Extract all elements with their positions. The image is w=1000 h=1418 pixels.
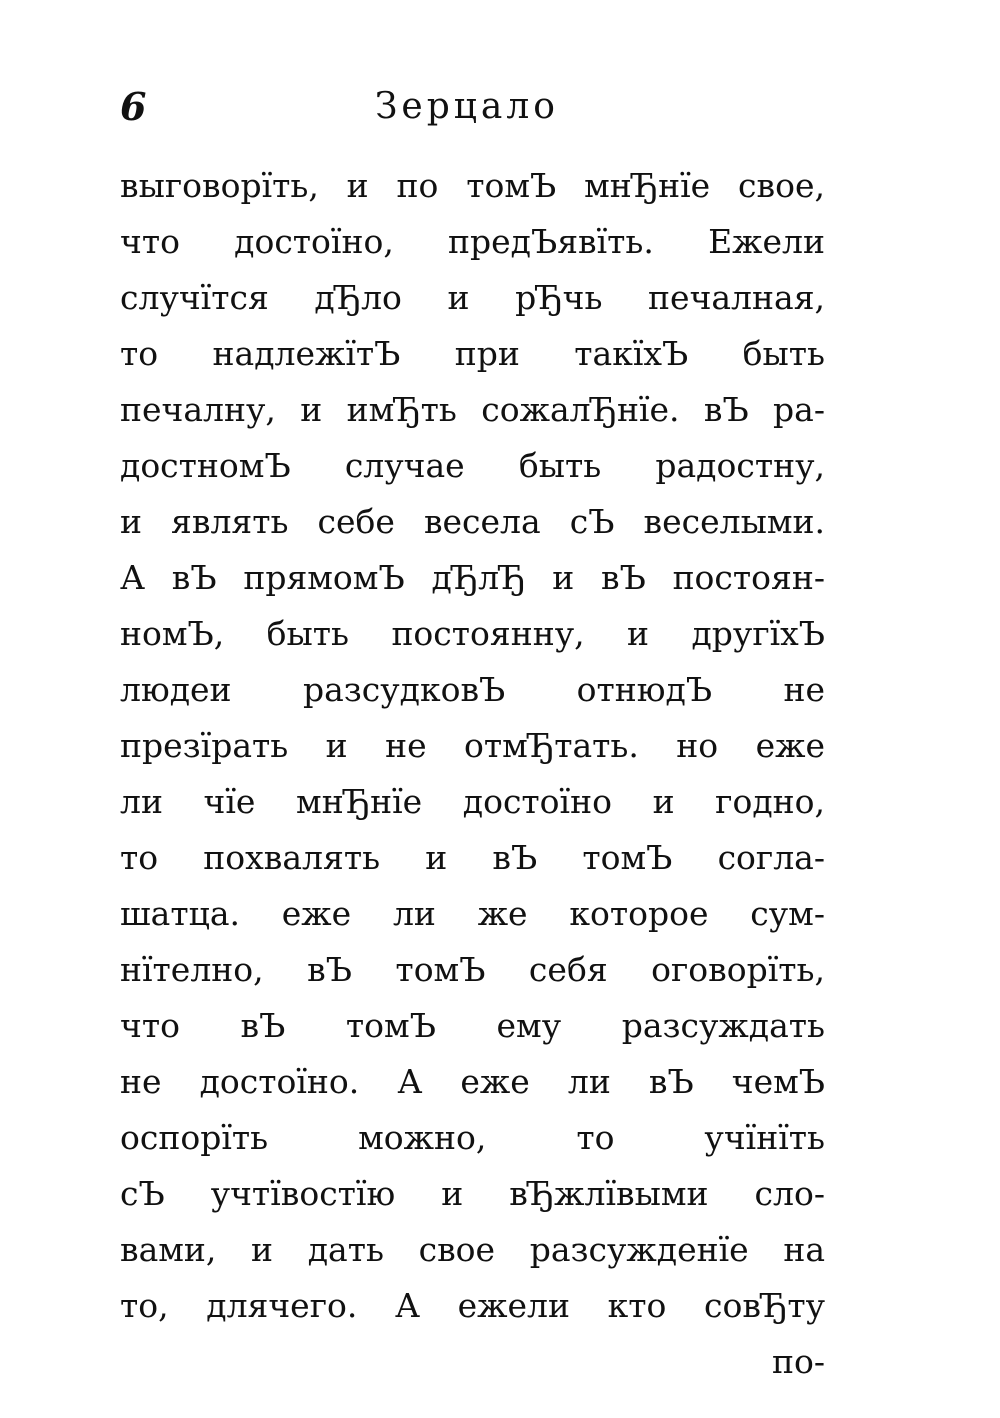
text-line: нїтелно, вЪ томЪ себя оговорїть, bbox=[120, 950, 825, 989]
text-line: достномЪ случае быть радостну, bbox=[120, 446, 825, 485]
text-line: что достоїно, предЪявїть. Ежели bbox=[120, 222, 825, 261]
text-line: сЪ учтївостїю и вЂжлївыми сло- bbox=[120, 1174, 825, 1213]
text-line: людеи разсудковЪ отнюдЪ не bbox=[120, 670, 825, 709]
text-line: и являть себе весела сЪ веселыми. bbox=[120, 502, 825, 541]
text-line: не достоїно. А еже ли вЪ чемЪ bbox=[120, 1062, 825, 1101]
text-line: А вЪ прямомЪ дЂлЂ и вЪ постоян- bbox=[120, 558, 825, 597]
text-line: выговорїть, и по томЪ мнЂнїе свое, bbox=[120, 166, 825, 205]
page-number: 6 bbox=[120, 84, 147, 129]
text-line: печалну, и имЂть сожалЂнїе. вЪ ра- bbox=[120, 390, 825, 429]
text-line: оспорїть можно, то учїнїть bbox=[120, 1118, 825, 1157]
page-header bbox=[120, 84, 820, 144]
text-line: что вЪ томЪ ему разсуждать bbox=[120, 1006, 825, 1045]
text-line: то похвалять и вЪ томЪ согла- bbox=[120, 838, 825, 877]
text-line: вами, и дать свое разсужденїе на bbox=[120, 1230, 825, 1269]
catchword: по- bbox=[771, 1342, 825, 1381]
text-line: ли чїе мнЂнїе достоїно и годно, bbox=[120, 782, 825, 821]
text-line: то надлежїтЪ при такїхЪ быть bbox=[120, 334, 825, 373]
text-line: то, длячего. А ежели кто совЂту bbox=[120, 1286, 825, 1325]
text-line: презїрать и не отмЂтать. но еже bbox=[120, 726, 825, 765]
body-text bbox=[120, 158, 825, 1390]
text-line: номЪ, быть постоянну, и другїхЪ bbox=[120, 614, 825, 653]
text-line: случїтся дЂло и рЂчь печалная, bbox=[120, 278, 825, 317]
running-title: Зерцало bbox=[375, 86, 559, 127]
text-line: шатца. еже ли же которое сум- bbox=[120, 894, 825, 933]
